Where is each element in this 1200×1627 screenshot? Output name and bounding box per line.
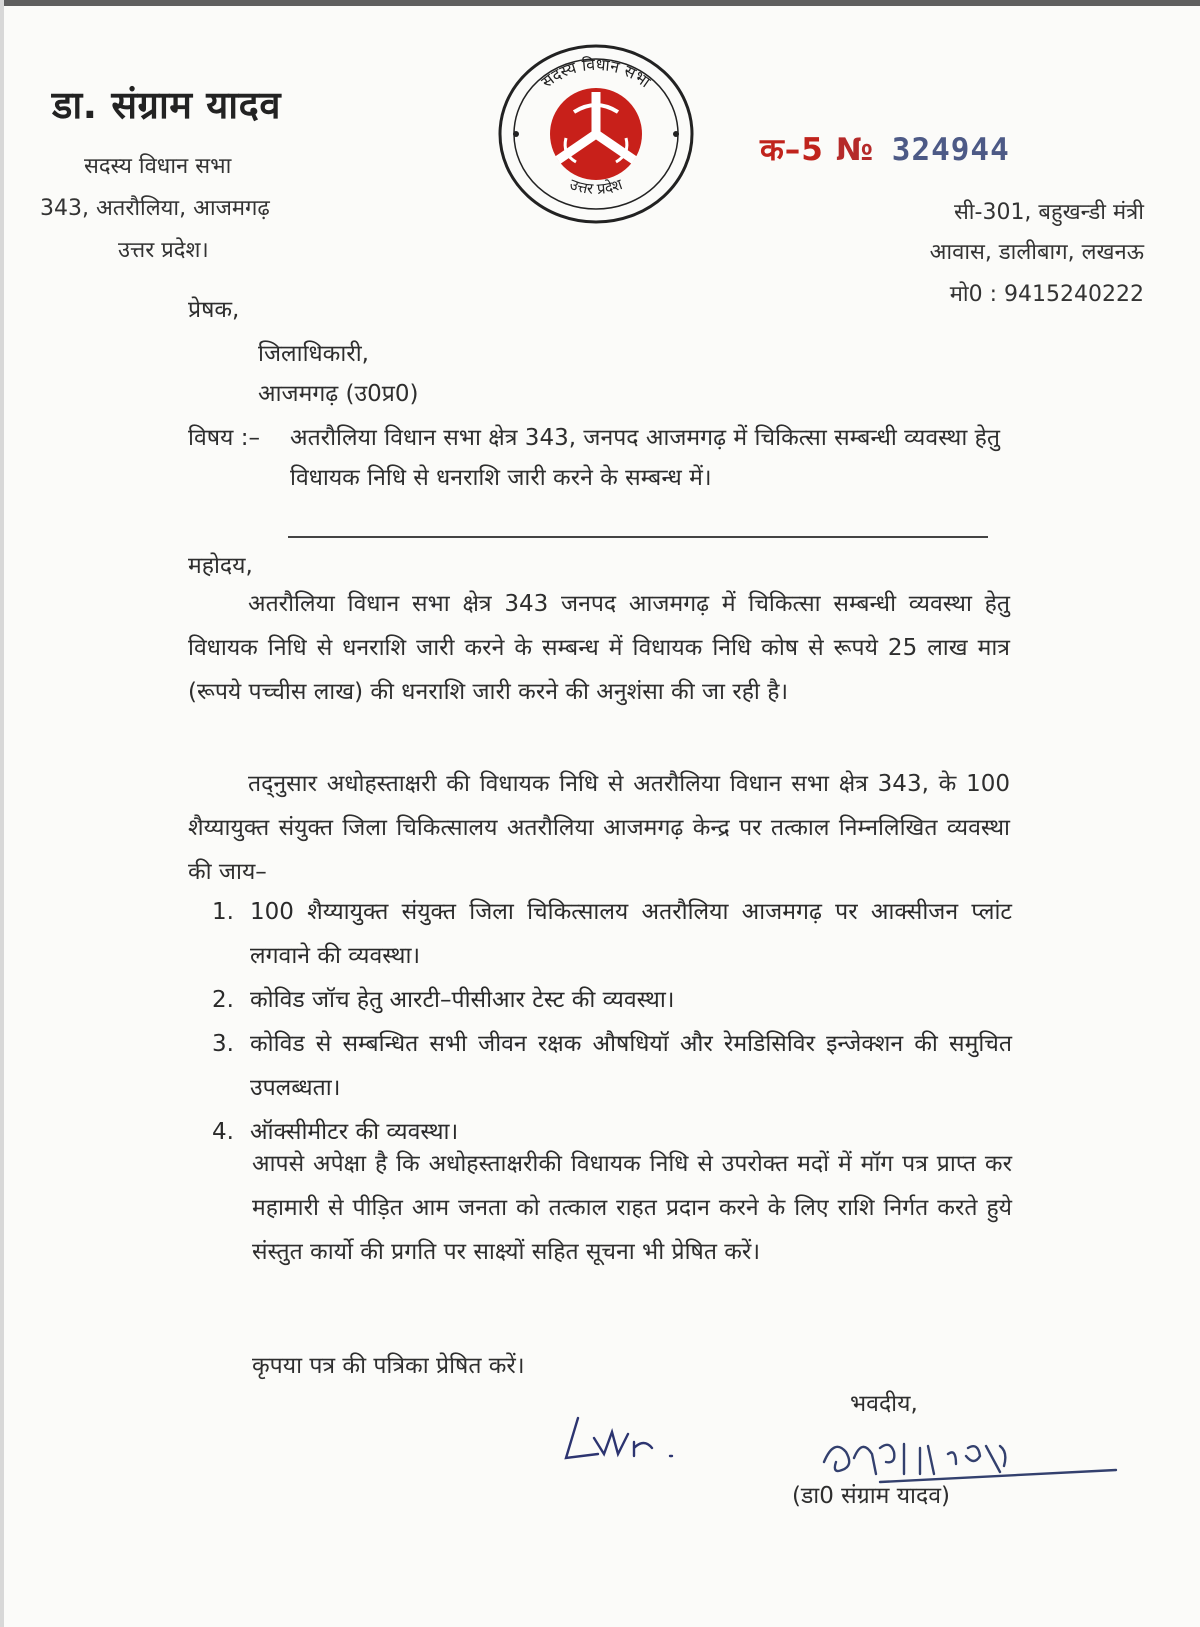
body-paragraph-3: आपसे अपेक्षा है कि अधोहस्ताक्षरीकी विधायक निधि से उपरोक्त मदों में मॉग पत्र प्राप्त कर महामारी से पीड़ित आम जनता को तत्काल राहत प्रदान करने के लिए राशि निर्गत करते हुये संस्तुत कार्यो की प्रगति पर साक्ष्यों सहित सूचना भी प्रेषित करें। xyxy=(252,1151,1012,1265)
copy-note: कृपया पत्र की पत्रिका प्रेषित करें। xyxy=(252,1353,525,1379)
emblem-bottom-text: उत्तर प्रदेश xyxy=(567,175,625,198)
serial-prefix: क–5 xyxy=(760,132,824,168)
letterhead-name: डा. संग्राम यादव xyxy=(52,83,281,127)
list-item-number: 2. xyxy=(212,987,234,1013)
emblem-top-text: सदस्य विधान सभा xyxy=(537,54,655,92)
list-item-text: 100 शैय्यायुक्त संयुक्त जिला चिकित्सालय अतरौलिया आजमगढ़ पर आक्सीजन प्लांट लगवाने की व्यवस्था। xyxy=(250,899,1012,969)
list-item-text: कोविड जॉच हेतु आरटी–पीसीआर टेस्ट की व्यवस्था। xyxy=(250,987,675,1013)
list-item xyxy=(212,978,1012,1022)
address-line-1: सी-301, बहुखन्डी मंत्री xyxy=(953,200,1144,225)
list-item-number: 3. xyxy=(212,1031,234,1057)
address-mobile: मो0 : 9415240222 xyxy=(949,282,1144,307)
salutation: महोदय, xyxy=(188,553,253,579)
body-paragraph-1: अतरौलिया विधान सभा क्षेत्र 343 जनपद आजमगढ़ में चिकित्सा सम्बन्धी व्यवस्था हेतु विधायक निधि से धनराशि जारी करने के सम्बन्ध में विधायक निधि कोष से रूपये 25 लाख मात्र (रूपये पच्चीस लाख) की धनराशि जारी करने की अनुशंसा की जा रही है। xyxy=(188,591,1010,705)
subject-label: विषय :– xyxy=(188,425,260,451)
serial-value: 324944 xyxy=(891,132,1010,168)
initials-signature xyxy=(558,1408,688,1468)
closing-regards: भवदीय, xyxy=(850,1391,918,1417)
scan-top-edge xyxy=(0,0,1200,6)
letterhead-state: उत्तर प्रदेश। xyxy=(118,238,209,263)
recipient-place: आजमगढ़ (उ0प्र0) xyxy=(258,381,419,407)
list-item-text: ऑक्सीमीटर की व्यवस्था। xyxy=(250,1119,459,1145)
recipient-label: प्रेषक, xyxy=(188,297,240,323)
recipient-title: जिलाधिकारी, xyxy=(258,341,369,367)
subject-text: अतरौलिया विधान सभा क्षेत्र 343, जनपद आजमगढ़ में चिकित्सा सम्बन्धी व्यवस्था हेतु विधायक निधि से धनराशि जारी करने के सम्बन्ध में। xyxy=(290,425,1000,491)
body-paragraph-2: तद्नुसार अधोहस्ताक्षरी की विधायक निधि से अतरौलिया विधान सभा क्षेत्र 343, के 100 शैय्यायुक्त संयुक्त जिला चिकित्सालय अतरौलिया आजमगढ़ केन्द्र पर तत्काल निम्नलिखित व्यवस्था की जाय– xyxy=(188,771,1010,885)
svg-text:सदस्य विधान सभा xyxy=(538,55,655,92)
list-item-number: 4. xyxy=(212,1119,234,1145)
letterhead-designation: सदस्य विधान सभा xyxy=(84,154,232,179)
requirements-list xyxy=(212,890,1012,1154)
assembly-emblem-seal xyxy=(496,42,696,226)
serial-no-label: № xyxy=(835,132,874,168)
address-line-2: आवास, डालीबाग, लखनऊ xyxy=(929,240,1144,265)
letterhead-constituency: 343, अतरौलिया, आजमगढ़ xyxy=(40,196,270,221)
serial-number-stamp xyxy=(760,128,1010,170)
list-item-text: कोविड से सम्बन्धित सभी जीवन रक्षक औषधियॉ और रेमडिसिविर इन्जेक्शन की समुचित उपलब्धता। xyxy=(250,1031,1012,1101)
list-item xyxy=(212,890,1012,978)
signer-name: (डा0 संग्राम यादव) xyxy=(792,1483,950,1509)
subject-underline xyxy=(288,536,988,538)
list-item-number: 1. xyxy=(212,899,234,925)
list-item xyxy=(212,1022,1012,1110)
scan-left-edge xyxy=(0,0,4,1627)
